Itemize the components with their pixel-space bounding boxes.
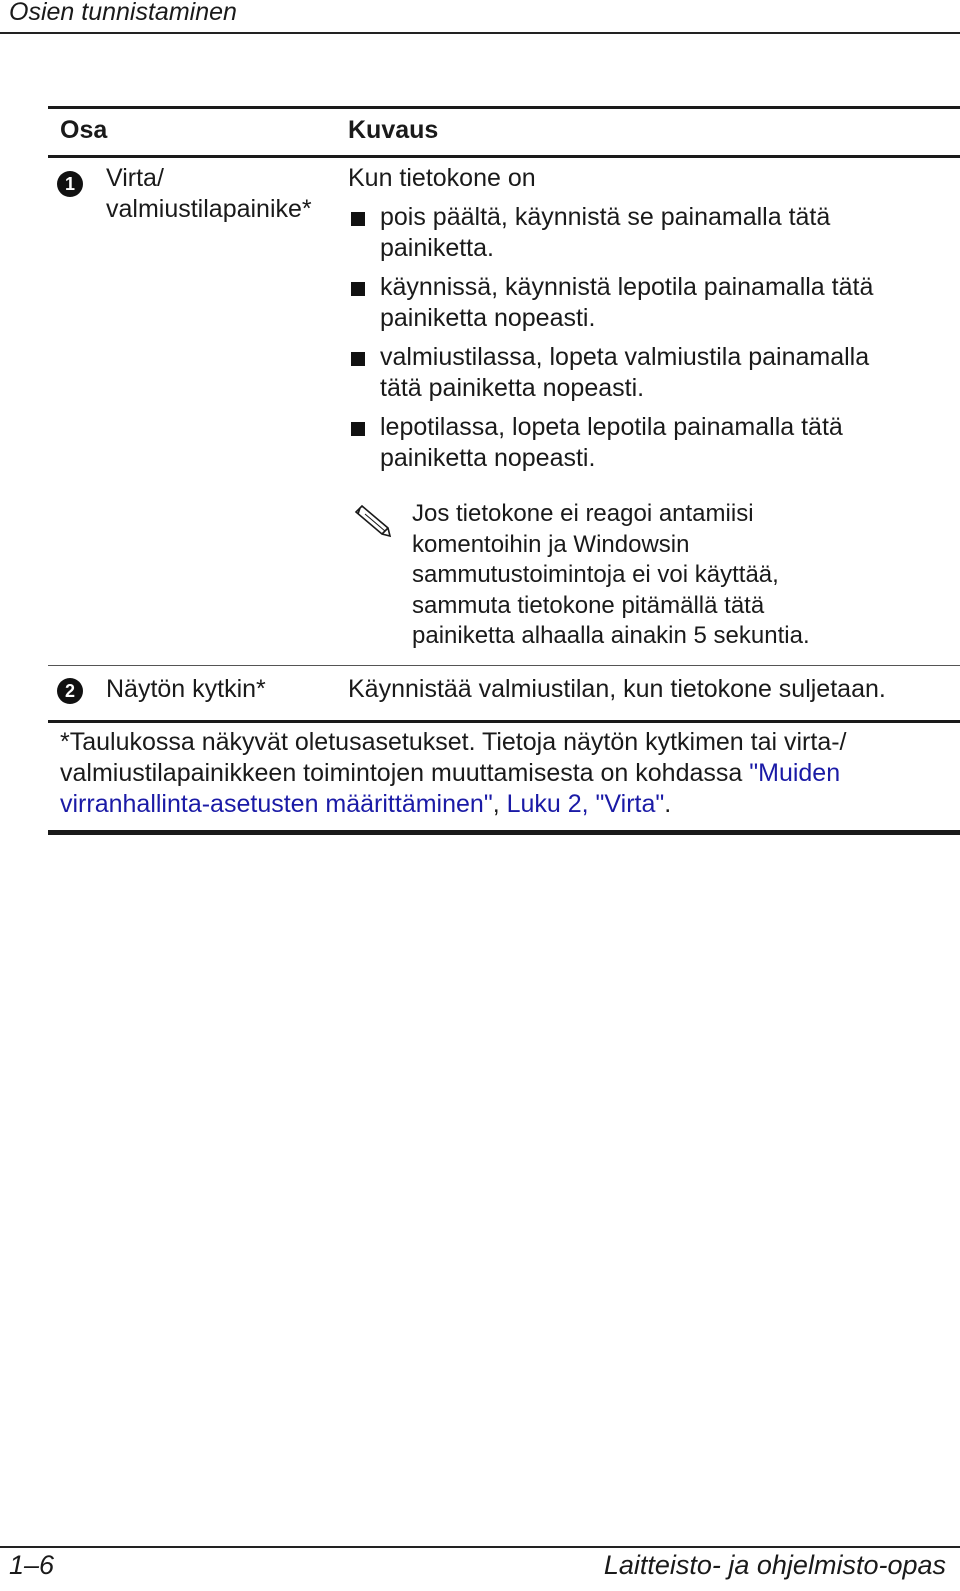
header-bottom-rule bbox=[48, 155, 960, 158]
column-header-description: Kuvaus bbox=[348, 116, 439, 144]
part-name: Näytön kytkin* bbox=[106, 675, 266, 703]
bullet-marker bbox=[351, 422, 365, 436]
list-item: pois päältä, käynnistä se painamalla tätä painiketta. bbox=[380, 203, 831, 262]
callout-number-1: 1 bbox=[57, 171, 83, 197]
part-description: Käynnistää valmiustilan, kun tietokone suljetaan. bbox=[348, 675, 886, 703]
cross-reference-link[interactable]: virranhallinta-asetusten määrittäminen" bbox=[60, 790, 493, 818]
chapter-link[interactable]: Luku 2, "Virta" bbox=[506, 790, 665, 818]
page-number: 1–6 bbox=[9, 1550, 55, 1580]
header-rule bbox=[0, 32, 960, 34]
row-divider bbox=[48, 665, 960, 666]
note-text: Jos tietokone ei reagoi antamiisi komentoihin ja Windowsin sammutustoimintoja ei voi käyttää, sammuta tietokone pitämällä tätä painiketta alhaalla ainakin 5 sekuntia. bbox=[412, 500, 810, 649]
table-bottom-rule bbox=[48, 830, 960, 835]
callout-number-2: 2 bbox=[57, 678, 83, 704]
book-title: Laitteisto- ja ohjelmisto-opas bbox=[603, 1550, 946, 1580]
bullet-marker bbox=[351, 352, 365, 366]
footer-rule bbox=[0, 1546, 960, 1548]
bullet-marker bbox=[351, 212, 365, 226]
pencil-note-icon bbox=[352, 504, 396, 540]
table-footnote-rule bbox=[48, 720, 960, 723]
description-intro: Kun tietokone on bbox=[348, 164, 536, 192]
list-item: käynnissä, käynnistä lepotila painamalla tätä painiketta nopeasti. bbox=[380, 273, 874, 332]
cross-reference-link[interactable]: "Muiden bbox=[749, 759, 841, 787]
bullet-marker bbox=[351, 282, 365, 296]
part-name: Virta/ valmiustilapainike* bbox=[106, 164, 312, 223]
table-top-rule bbox=[48, 106, 960, 109]
running-header-title: Osien tunnistaminen bbox=[9, 0, 237, 26]
list-item: valmiustilassa, lopeta valmiustila painamalla tätä painiketta nopeasti. bbox=[380, 343, 870, 402]
list-item: lepotilassa, lopeta lepotila painamalla tätä painiketta nopeasti. bbox=[380, 413, 843, 472]
parts-table bbox=[48, 106, 960, 846]
table-footnote: *Taulukossa näkyvät oletusasetukset. Tietoja näytön kytkimen tai virta-/ valmiustilapainikkeen toimintojen muuttamisesta on kohdassa "Muiden virranhallinta-asetusten määrittäminen", Luku 2, "Virta". bbox=[60, 728, 847, 818]
column-header-part: Osa bbox=[60, 116, 108, 144]
